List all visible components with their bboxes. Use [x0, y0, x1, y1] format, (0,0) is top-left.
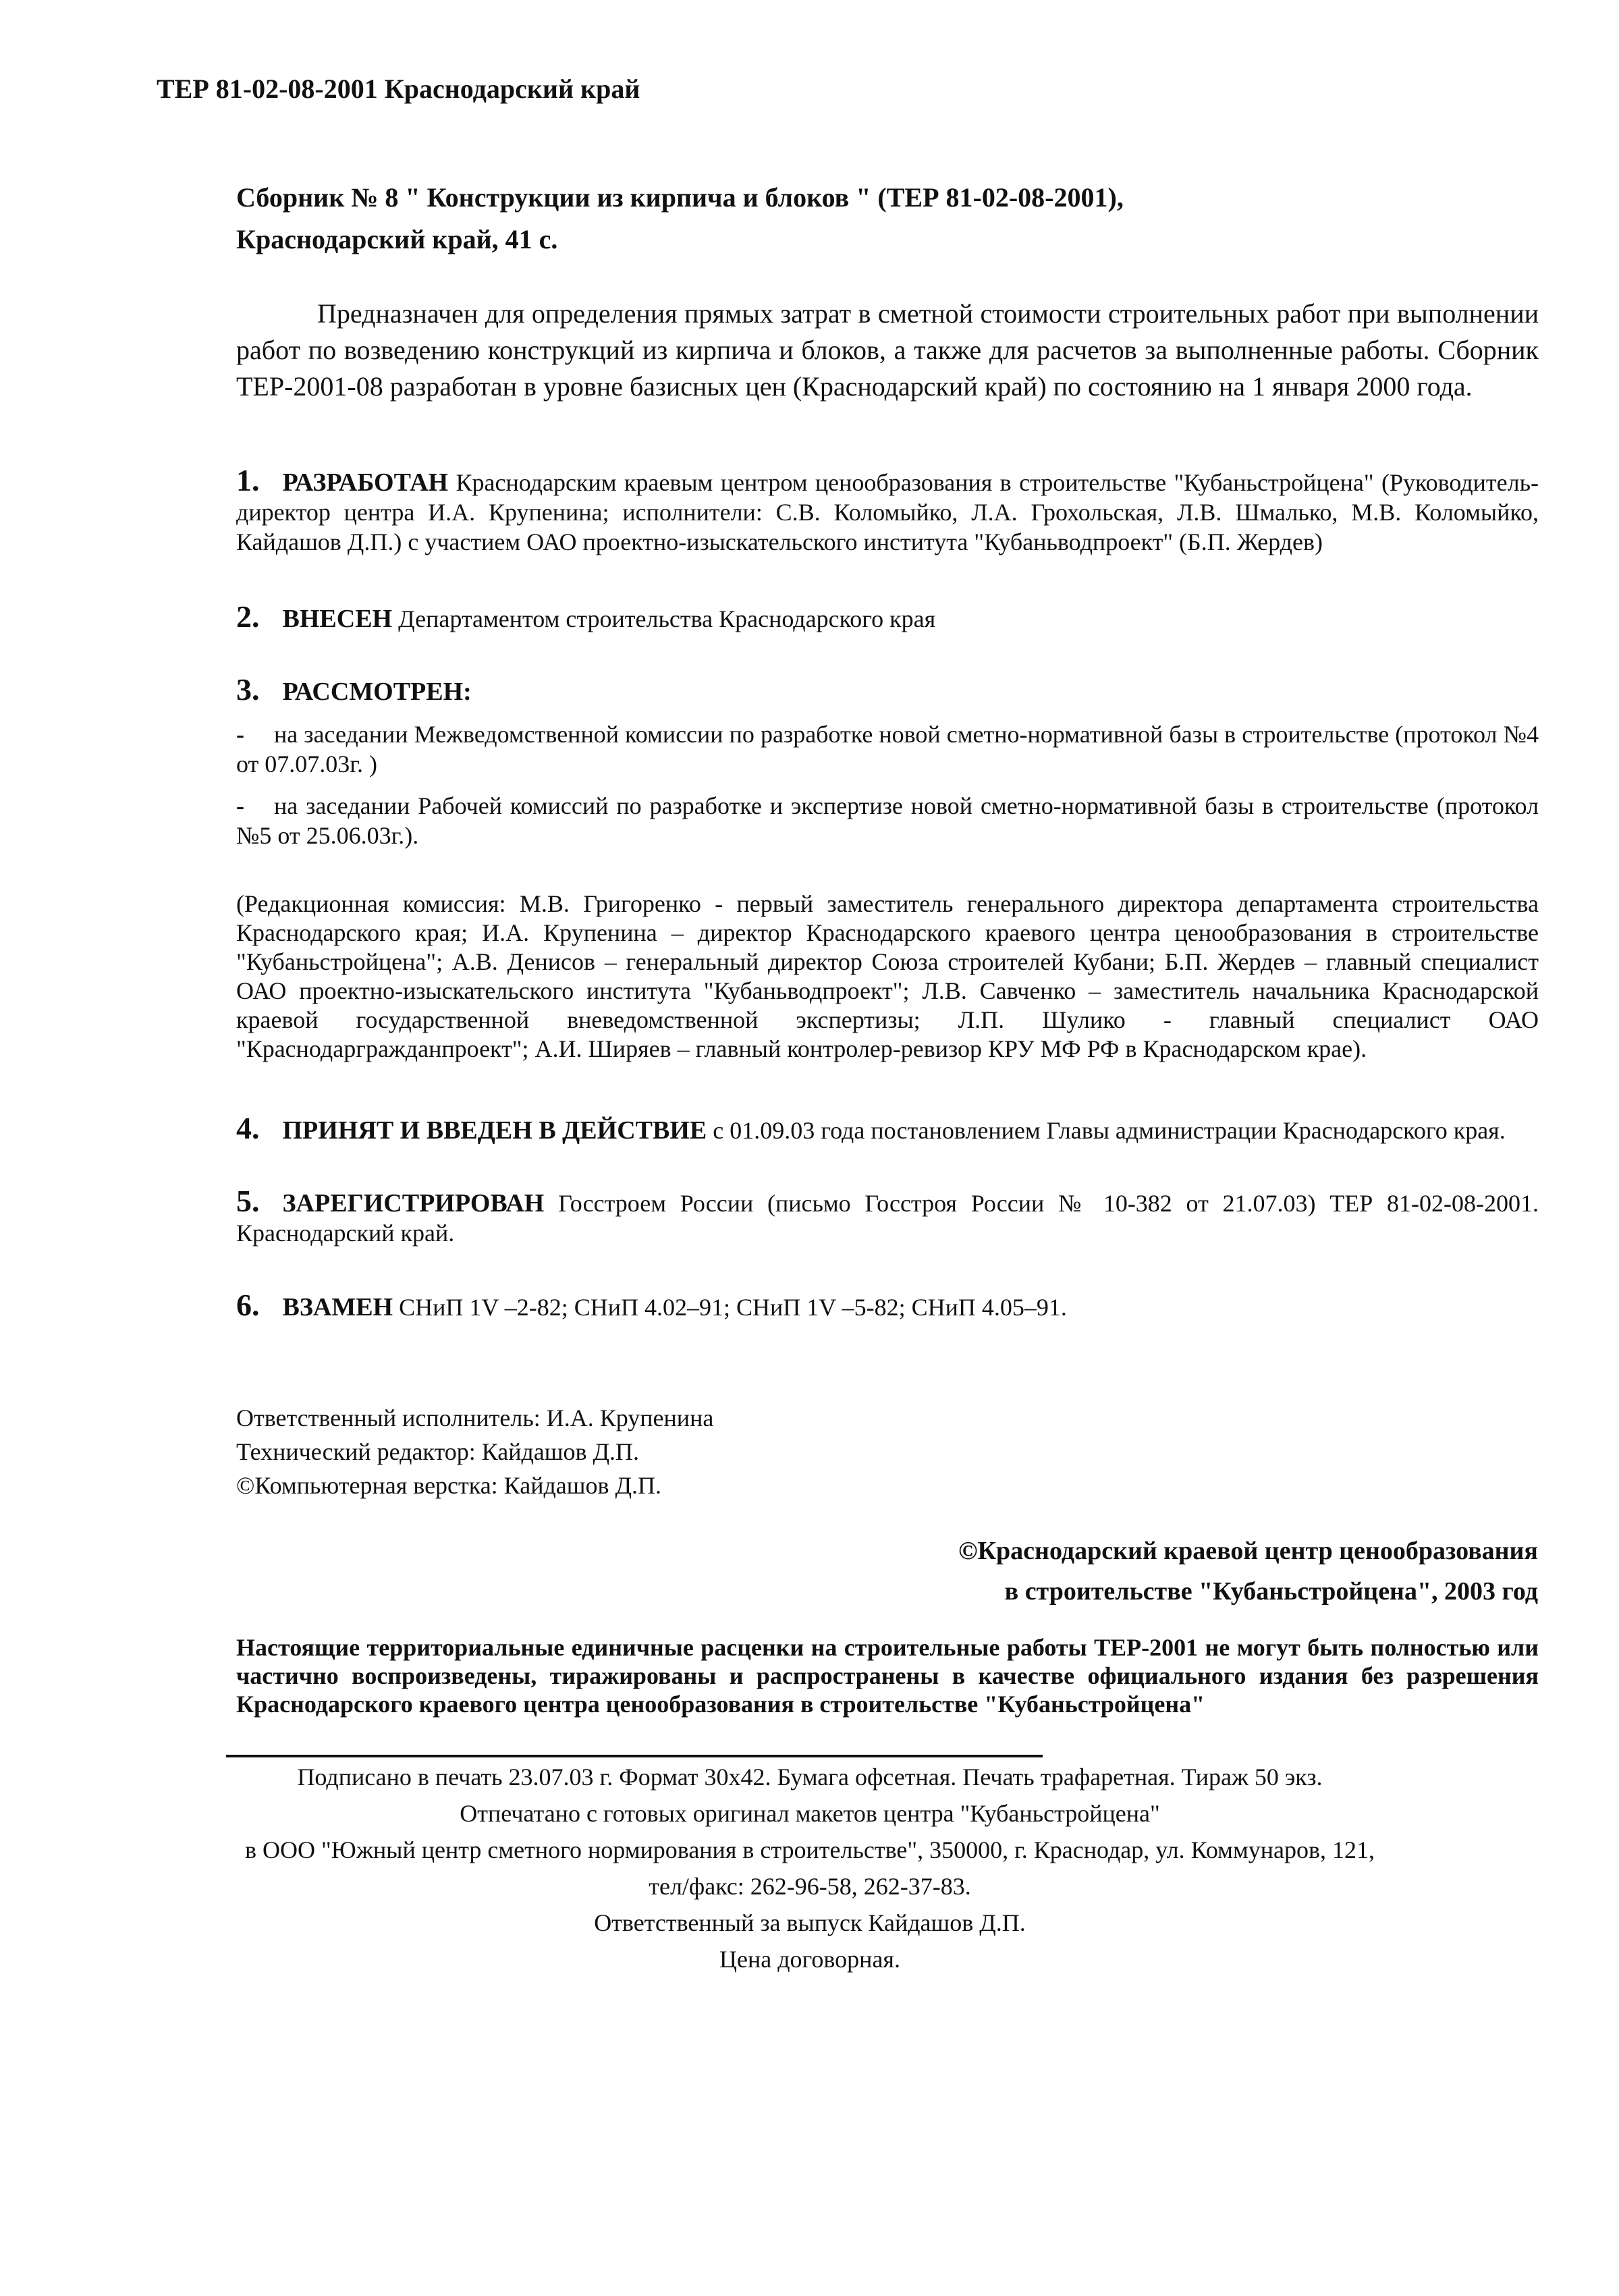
imprint-line: Подписано в печать 23.07.03 г. Формат 30х42. Бумага офсетная. Печать трафаретная. Тираж 50 экз. — [297, 1764, 1323, 1791]
item-replaces — [236, 1290, 1539, 1322]
editorial-committee: (Редакционная комиссия: М.В. Григоренко - первый заместитель генерального директора департамента строительства Краснодарского края; И.А. Крупенина – директор Краснодарского краевого центра ценообразования в строительстве "Кубаньстройцена"; А.В. Денисов – генеральный директор Союза строителей Кубани; Б.П. Жердев – главный специалист ОАО проектно-изыскательского института "Кубаньводпроект"; Л.В. Савченко – заместитель начальника Краснодарской краевой государственной вневедомственной экспертизы; Л.П. Шулико - главный специалист ОАО "Краснодаргражданпроект"; А.И. Ширяев – главный контролер-ревизор КРУ МФ РФ в Краснодарском крае). — [236, 890, 1539, 1062]
item-number: 6. — [236, 1288, 260, 1322]
imprint-line: Цена договорная. — [719, 1946, 900, 1973]
imprint-line: тел/факс: 262-96-58, 262-37-83. — [649, 1873, 971, 1900]
item-text: СНиП 1V –2-82; СНиП 4.02–91; СНиП 1V –5-82; СНиП 4.05–91. — [399, 1294, 1067, 1321]
item-text: Краснодарским краевым центром ценообразования в строительстве "Кубаньстройцена" (Руководитель- директор центра И.А. Крупенина; исполнители: С.В. Коломыйко, Л.А. Грохольская, Л.В. Шмалько, М.В. Коломыйко, Кайдашов Д.П.) с участием ОАО проектно-изыскательского института "Кубаньводпроект" (Б.П. Жердев) — [236, 469, 1539, 555]
title-line-1: Сборник № 8 " Конструкции из кирпича и блоков " (ТЕР 81-02-08-2001), — [236, 182, 1124, 213]
item-text: Департаментом строительства Краснодарского края — [398, 605, 936, 632]
item-number: 4. — [236, 1111, 260, 1145]
item-number: 1. — [236, 463, 260, 497]
copyright-line-1: ©Краснодарский краевой центр ценообразования — [958, 1537, 1538, 1565]
divider-line — [226, 1755, 1043, 1757]
bullet-dash: - — [236, 792, 244, 819]
copyright-line-2: в строительстве "Кубаньстройцена", 2003 год — [1004, 1577, 1538, 1606]
item-keyword: ЗАРЕГИСТРИРОВАН — [282, 1189, 545, 1218]
reviewed-entry — [236, 719, 1539, 779]
reproduction-notice: Настоящие территориальные единичные расценки на строительные работы ТЕР-2001 не могут быть полностью или частично воспроизведены, тиражированы и распространены в качестве официального издания без разрешения Краснодарского краевого центра ценообразования в строительстве "Кубаньстройцена" — [236, 1634, 1539, 1718]
responsible-executor: Ответственный исполнитель: И.А. Крупенина — [236, 1404, 714, 1431]
intro-paragraph: Предназначен для определения прямых затрат в сметной стоимости строительных работ при выполнении работ по возведению конструкций из кирпича и блоков, а также для расчетов за выполненные работы. Сборник ТЕР-2001-08 разработан в уровне базисных цен (Краснодарский край) по состоянию на 1 января 2000 года. — [236, 298, 1539, 402]
technical-editor: Технический редактор: Кайдашов Д.П. — [236, 1438, 640, 1465]
bullet-dash: - — [236, 721, 244, 748]
title-line-2: Краснодарский край, 41 с. — [236, 224, 558, 254]
item-keyword: ВНЕСЕН — [282, 605, 393, 633]
item-keyword: РАЗРАБОТАН — [282, 468, 449, 497]
reviewed-text: на заседании Межведомственной комиссии по разработке новой сметно-нормативной базы в строительстве (протокол №4 от 07.07.03г. ) — [236, 721, 1539, 777]
item-developed — [236, 463, 1539, 557]
item-keyword: РАССМОТРЕН: — [282, 678, 472, 706]
item-number: 3. — [236, 672, 260, 707]
item-text: с 01.09.03 года постановлением Главы администрации Краснодарского края. — [713, 1117, 1506, 1144]
collection-title — [236, 177, 1518, 261]
item-submitted — [236, 599, 1539, 634]
imprint-line: Отпечатано с готовых оригинал макетов центра "Кубаньстройцена" — [460, 1800, 1160, 1827]
item-keyword: ПРИНЯТ И ВВЕДЕН В ДЕЙСТВИЕ — [282, 1116, 707, 1145]
item-number: 2. — [236, 599, 260, 634]
item-keyword: ВЗАМЕН — [282, 1293, 393, 1321]
item-text: Госстроем России (письмо Госстроя России № 10-382 от 21.07.03) ТЕР 81-02-08-2001. Краснодарский край. — [236, 1190, 1539, 1247]
item-adopted — [236, 1111, 1539, 1145]
reviewed-text: на заседании Рабочей комиссий по разработке и экспертизе новой сметно-нормативной базы в строительстве (протокол №5 от 25.06.03г.). — [236, 792, 1539, 849]
imprint-line: в ООО "Южный центр сметного нормирования в строительстве", 350000, г. Краснодар, ул. Коммунаров, 121, — [245, 1836, 1375, 1863]
item-reviewed — [236, 672, 1539, 707]
running-header: ТЕР 81-02-08-2001 Краснодарский край — [157, 74, 640, 104]
imprint-line: Ответственный за выпуск Кайдашов Д.П. — [594, 1909, 1026, 1936]
copyright-block — [661, 1531, 1538, 1612]
computer-layout: ©Компьютерная верстка: Кайдашов Д.П. — [236, 1472, 662, 1499]
reviewed-entry — [236, 791, 1539, 850]
item-registered — [236, 1186, 1539, 1248]
item-number: 5. — [236, 1184, 260, 1218]
